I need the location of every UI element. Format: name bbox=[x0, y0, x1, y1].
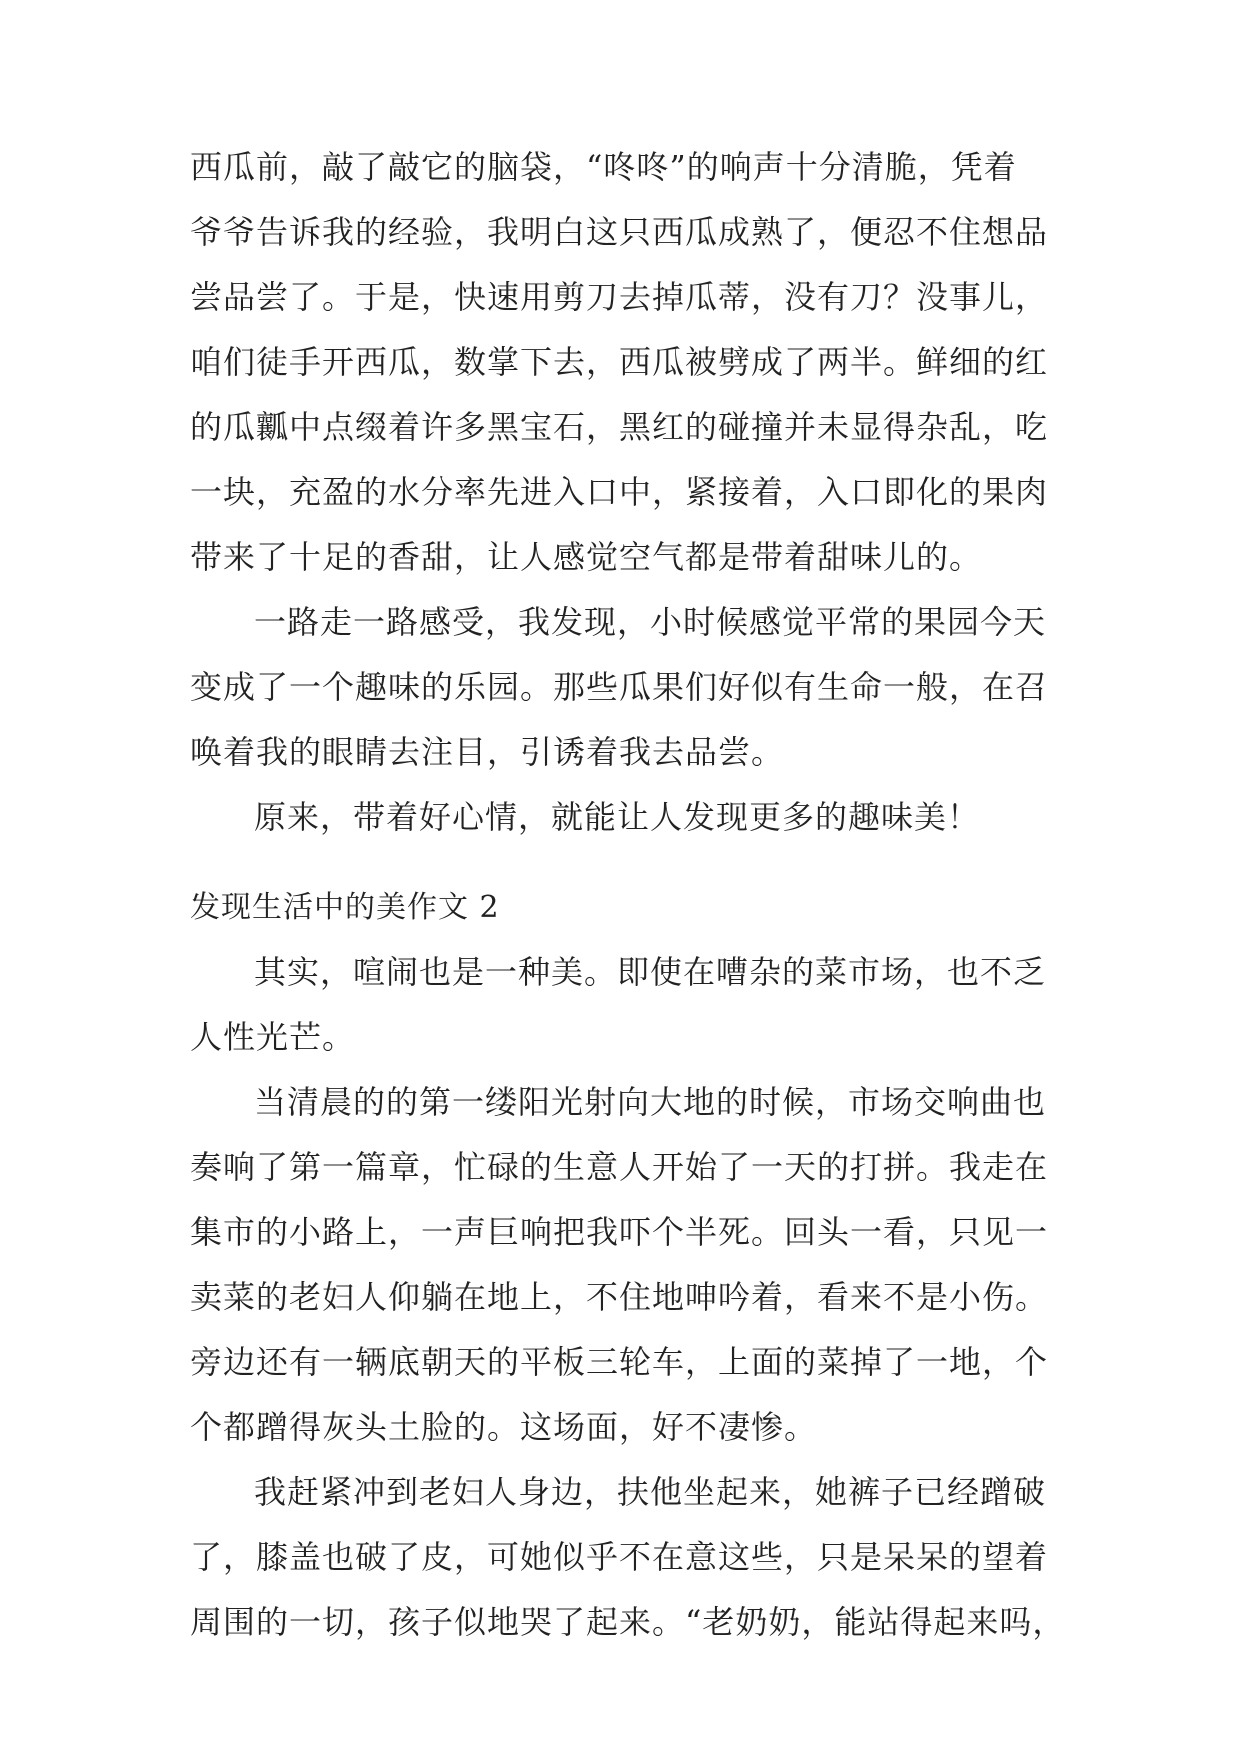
paragraph-first-line: 其实，喧闹也是一种美。即使在嘈杂的菜市场，也不乏 bbox=[254, 953, 1047, 991]
paragraph-first-line: 我赶紧冲到老妇人身边，扶他坐起来，她裤子已经蹭破 bbox=[254, 1473, 1047, 1511]
text-line: 尝品尝了。于是，快速用剪刀去掉瓜蒂，没有刀？没事儿， bbox=[190, 278, 1049, 316]
text-line: 一块，充盈的水分率先进入口中，紧接着，入口即化的果肉 bbox=[190, 473, 1049, 511]
paragraph-first-line: 当清晨的的第一缕阳光射向大地的时候，市场交响曲也 bbox=[254, 1083, 1047, 1121]
text-line: 唤着我的眼睛去注目，引诱着我去品尝。 bbox=[190, 733, 785, 771]
text-line: 人性光芒。 bbox=[190, 1018, 356, 1056]
text-line: 西瓜前，敲了敲它的脑袋，“咚咚”的响声十分清脆，凭着 bbox=[190, 148, 1017, 186]
essay-body-part1 bbox=[190, 135, 1070, 850]
text-line: 旁边还有一辆底朝天的平板三轮车，上面的菜掉了一地，个 bbox=[190, 1343, 1049, 1381]
text-line: 带来了十足的香甜，让人感觉空气都是带着甜味儿的。 bbox=[190, 538, 983, 576]
section-title: 发现生活中的美作文 2 bbox=[190, 890, 500, 925]
text-line: 个都蹭得灰头土脸的。这场面，好不凄惨。 bbox=[190, 1408, 818, 1446]
text-line: 了，膝盖也破了皮，可她似乎不在意这些，只是呆呆的望着 bbox=[190, 1538, 1049, 1576]
text-line: 周围的一切，孩子似地哭了起来。“老奶奶，能站得起来吗， bbox=[190, 1603, 1066, 1641]
essay-section-2 bbox=[190, 875, 1070, 1655]
paragraph-first-line: 一路走一路感受，我发现，小时候感觉平常的果园今天 bbox=[254, 603, 1047, 641]
text-line: 奏响了第一篇章，忙碌的生意人开始了一天的打拼。我走在 bbox=[190, 1148, 1049, 1186]
text-line: 爷爷告诉我的经验，我明白这只西瓜成熟了，便忍不住想品 bbox=[190, 213, 1049, 251]
text-line: 咱们徒手开西瓜，数掌下去，西瓜被劈成了两半。鲜细的红 bbox=[190, 343, 1049, 381]
text-line: 集市的小路上，一声巨响把我吓个半死。回头一看，只见一 bbox=[190, 1213, 1049, 1251]
paragraph-first-line: 原来，带着好心情，就能让人发现更多的趣味美！ bbox=[254, 798, 981, 836]
text-line: 的瓜瓤中点缀着许多黑宝石，黑红的碰撞并未显得杂乱，吃 bbox=[190, 408, 1049, 446]
text-line: 变成了一个趣味的乐园。那些瓜果们好似有生命一般，在召 bbox=[190, 668, 1049, 706]
text-line: 卖菜的老妇人仰躺在地上，不住地呻吟着，看来不是小伤。 bbox=[190, 1278, 1049, 1316]
